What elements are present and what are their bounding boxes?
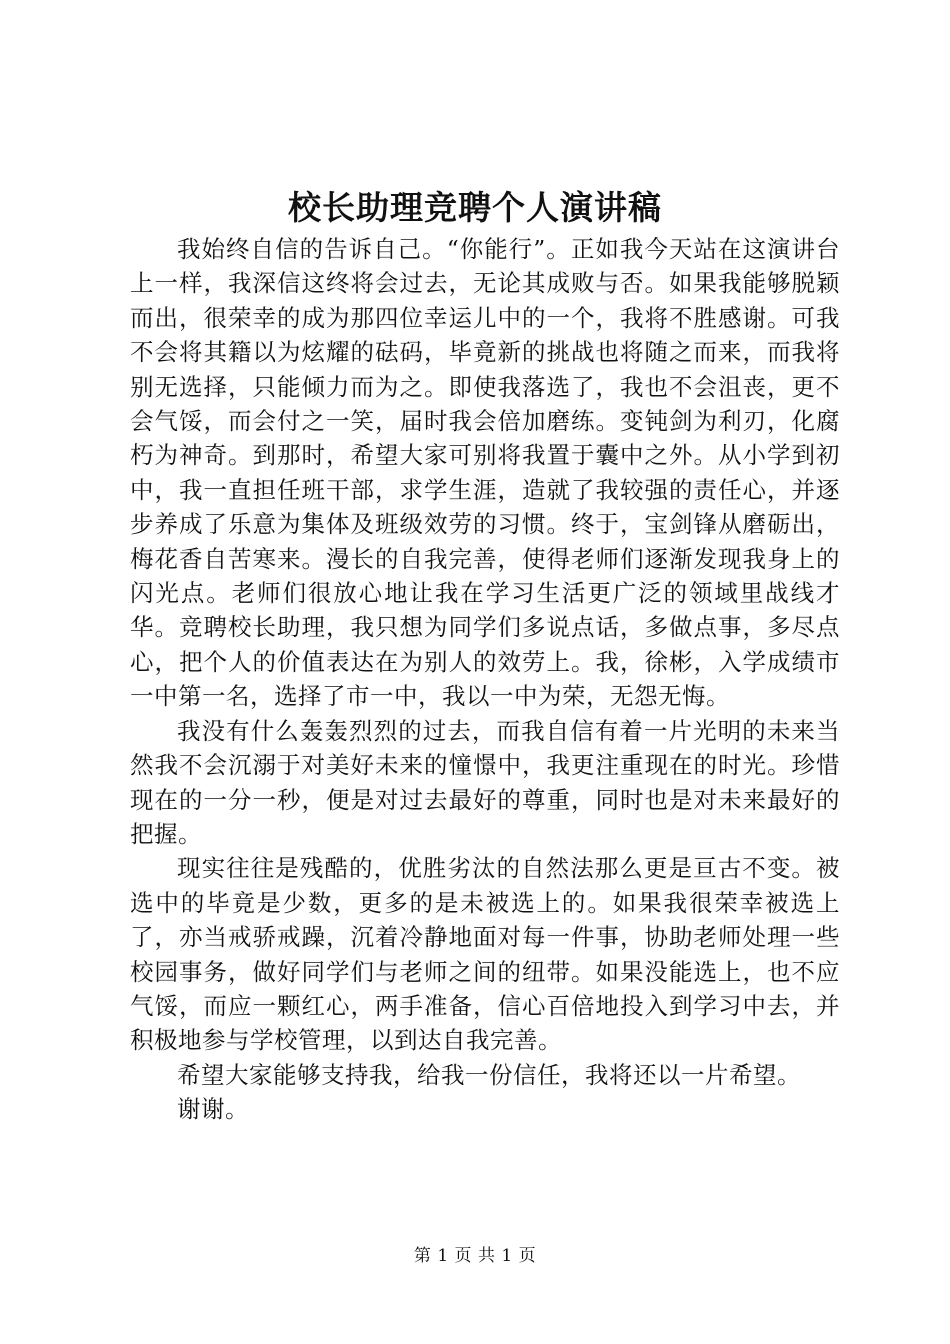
paragraph-1: 我始终自信的告诉自己。“你能行”。正如我今天站在这演讲台上一样，我深信这终将会过去，无论其成败与否。如果我能够脱颖而出，很荣幸的成为那四位幸运儿中的一个，我将不胜感谢。可我不会将其籍以为炫耀的砝码，毕竟新的挑战也将随之而来，而我将别无选择，只能倾力而为之。即使我落选了，我也不会沮丧，更不会气馁，而会付之一笑，届时我会倍加磨练。变钝剑为利刃，化腐朽为神奇。到那时，希望大家可别将我置于囊中之外。从小学到初中，我一直担任班干部，求学生涯，造就了我较强的责任心，并逐步养成了乐意为集体及班级效劳的习惯。终于，宝剑锋从磨砺出，梅花香自苦寒来。漫长的自我完善，使得老师们逐渐发现我身上的闪光点。老师们很放心地让我在学习生活更广泛的领域里战线才华。竞聘校长助理，我只想为同学们多说点话，多做点事，多尽点心，把个人的价值表达在为别人的效劳上。我，徐彬，入学成绩市一中第一名，选择了市一中，我以一中为荣，无怨无悔。 [130,235,840,711]
document-body [130,232,840,1127]
document-title: 校长助理竞聘个人演讲稿 [288,188,662,227]
paragraph-4: 希望大家能够支持我，给我一份信任，我将还以一片希望。 [177,1060,801,1089]
page-footer: 第 1 页 共 1 页 [413,1246,537,1266]
paragraph-3: 现实往往是残酷的，优胜劣汰的自然法那么更是亘古不变。被选中的毕竟是少数，更多的是未被选上的。如果我很荣幸被选上了，亦当戒骄戒躁，沉着冷静地面对每一件事，协助老师处理一些校园事务，做好同学们与老师之间的纽带。如果没能选上，也不应气馁，而应一颗红心，两手准备，信心百倍地投入到学习中去，并积极地参与学校管理，以到达自我完善。 [130,854,840,1055]
paragraph-5: 谢谢。 [177,1095,249,1124]
paragraph-2: 我没有什么轰轰烈烈的过去，而我自信有着一片光明的未来当然我不会沉溺于对美好未来的憧憬中，我更注重现在的时光。珍惜现在的一分一秒，便是对过去最好的尊重，同时也是对未来最好的把握。 [130,716,840,848]
